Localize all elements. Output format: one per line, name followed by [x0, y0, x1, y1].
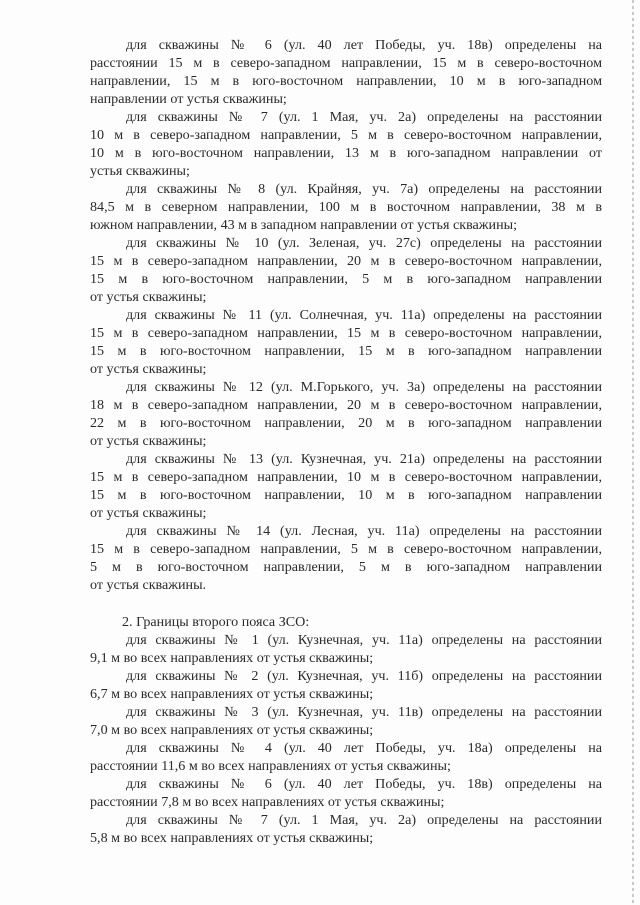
paragraph-line: 15 м в юго-восточном направлении, 10 м в юго-западном направлении — [90, 487, 602, 503]
paragraph — [90, 811, 602, 847]
paragraph — [90, 234, 602, 306]
paragraph-line: 15 м в юго-восточном направлении, 15 м в юго-западном направлении — [90, 343, 602, 359]
paragraph-line: 15 м в северо-западном направлении, 10 м в северо-восточном направлении, — [90, 469, 602, 485]
section-2-heading: 2. Границы второго пояса ЗСО: — [122, 614, 310, 630]
paragraph — [90, 36, 602, 108]
top-margin — [90, 0, 602, 36]
paragraph-line: 15 м в северо-западном направлении, 5 м в северо-восточном направлении, — [90, 541, 602, 557]
paragraph — [90, 703, 602, 739]
paragraph-line: 10 м в северо-западном направлении, 5 м в северо-восточном направлении, — [90, 127, 602, 143]
paragraph-line: для скважины № 7 (ул. 1 Мая, уч. 2а) определены на расстоянии — [126, 109, 602, 125]
paragraph-line: для скважины № 14 (ул. Лесная, уч. 11а) определены на расстоянии — [126, 523, 602, 539]
paragraph — [90, 450, 602, 522]
paragraph-line: 6,7 м во всех направлениях от устья скважины; — [90, 686, 374, 702]
paragraph-line: для скважины № 12 (ул. М.Горького, уч. 3а) определены на расстоянии — [126, 379, 602, 395]
paragraph-line: 15 м в северо-западном направлении, 20 м в северо-восточном направлении, — [90, 253, 602, 269]
paragraph-line: 7,0 м во всех направлениях от устья скважины; — [90, 722, 374, 738]
paragraph — [90, 667, 602, 703]
paragraph-line: 15 м в юго-восточном направлении, 5 м в юго-западном направлении — [90, 271, 602, 287]
paragraph-line: для скважины № 3 (ул. Кузнечная, уч. 11в) определены на расстоянии — [126, 704, 602, 720]
paragraph-line: от устья скважины; — [90, 505, 207, 521]
paragraph-line: направлении, 15 м в юго-восточном направлении, 10 м в юго-западном — [90, 73, 602, 89]
paragraph-line: 15 м в северо-западном направлении, 15 м в северо-восточном направлении, — [90, 325, 602, 341]
paragraph — [90, 306, 602, 378]
paragraph-line: для скважины № 8 (ул. Крайняя, уч. 7а) определены на расстоянии — [126, 181, 602, 197]
paragraph-line: для скважины № 13 (ул. Кузнечная, уч. 21а) определены на расстоянии — [126, 451, 602, 467]
paragraph — [90, 739, 602, 775]
paragraph-line: от устья скважины. — [90, 577, 207, 593]
paragraph-line: для скважины № 11 (ул. Солнечная, уч. 11а) определены на расстоянии — [126, 307, 602, 323]
paragraph-line: для скважины № 1 (ул. Кузнечная, уч. 11а) определены на расстоянии — [126, 632, 602, 648]
paragraph-line: от устья скважины; — [90, 361, 207, 377]
paragraph-line: южном направлении, 43 м в западном направлении от устья скважины; — [90, 217, 518, 233]
section-1-well-boundaries — [90, 36, 602, 594]
paragraph-line: для скважины № 6 (ул. 40 лет Победы, уч. 18в) определены на — [126, 776, 602, 792]
paragraph — [90, 108, 602, 180]
section-2-well-boundaries — [90, 631, 602, 847]
paragraph-line: 9,1 м во всех направлениях от устья скважины; — [90, 650, 374, 666]
paragraph-line: устья скважины; — [90, 163, 190, 179]
paragraph-line: 10 м в юго-восточном направлении, 13 м в юго-западном направлении от — [90, 145, 602, 161]
paragraph-line: для скважины № 4 (ул. 40 лет Победы, уч. 18а) определены на — [126, 740, 602, 756]
paragraph-line: для скважины № 10 (ул. Зеленая, уч. 27с) определены на расстоянии — [126, 235, 602, 251]
scan-edge — [632, 0, 634, 905]
paragraph-line: 22 м в юго-восточном направлении, 20 м в юго-западном направлении — [90, 415, 602, 431]
paragraph-line: 5 м в юго-восточном направлении, 5 м в юго-западном направлении — [90, 559, 602, 575]
paragraph-line: расстоянии 11,6 м во всех направлениях от устья скважины; — [90, 758, 451, 774]
paragraph-line: от устья скважины; — [90, 289, 207, 305]
paragraph-line: расстоянии 7,8 м во всех направлениях от устья скважины; — [90, 794, 445, 810]
paragraph-line: для скважины № 2 (ул. Кузнечная, уч. 11б) определены на расстоянии — [126, 668, 602, 684]
paragraph — [90, 631, 602, 667]
paragraph — [90, 522, 602, 594]
paragraph-line: для скважины № 6 (ул. 40 лет Победы, уч. 18в) определены на — [126, 37, 602, 53]
paragraph — [90, 775, 602, 811]
paragraph-line: 5,8 м во всех направлениях от устья скважины; — [90, 830, 374, 846]
paragraph — [90, 180, 602, 234]
paragraph-line: направлении от устья скважины; — [90, 91, 287, 107]
document-body — [90, 0, 602, 847]
paragraph-line: расстоянии 15 м в северо-западном направлении, 15 м в северо-восточном — [90, 55, 602, 71]
paragraph-line: от устья скважины; — [90, 433, 207, 449]
paragraph-line: для скважины № 7 (ул. 1 Мая, уч. 2а) определены на расстоянии — [126, 812, 602, 828]
paragraph-line: 84,5 м в северном направлении, 100 м в восточном направлении, 38 м в — [90, 199, 602, 215]
section-gap — [90, 594, 602, 613]
paragraph — [90, 378, 602, 450]
paragraph-line: 18 м в северо-западном направлении, 20 м в северо-восточном направлении, — [90, 397, 602, 413]
